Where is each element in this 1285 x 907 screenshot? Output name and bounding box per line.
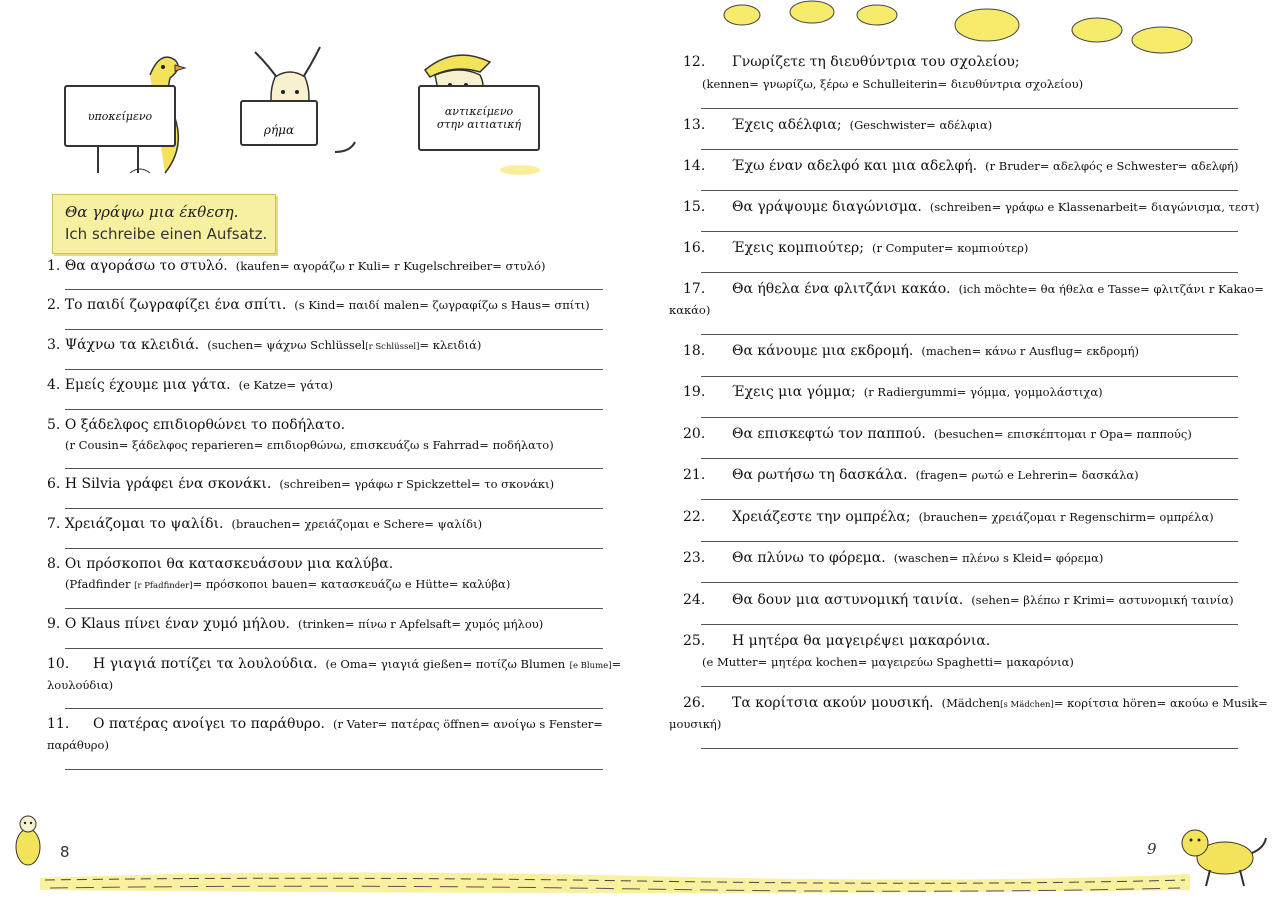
answer-line[interactable] (701, 334, 1238, 335)
item-greek: Θα δουν μια αστυνομική ταινία. (732, 592, 964, 608)
item-hint: (r Radiergummi= γόμμα, γομμολάστιχα) (863, 385, 1103, 399)
item-number: 10. (47, 656, 70, 672)
item-hint: (sehen= βλέπω r Krimi= αστυνομική ταινία) (971, 593, 1234, 607)
answer-line[interactable] (701, 686, 1238, 687)
item-number: 26. (683, 695, 706, 711)
item-hint: (fragen= ρωτώ e Lehrerin= δασκάλα) (915, 468, 1139, 482)
item-greek: Έχεις μια γόμμα; (732, 384, 856, 400)
item-hint-continued: λουλούδια) (47, 678, 114, 692)
item-hint: (r Bruder= αδελφός e Schwester= αδελφή) (985, 159, 1239, 173)
answer-line[interactable] (701, 458, 1238, 459)
item-number: 13. (683, 117, 706, 133)
clouds-icon (717, 0, 1217, 60)
answer-line[interactable] (701, 376, 1238, 377)
page-number-right: 9 (1147, 840, 1157, 858)
item-greek: Ο ξάδελφος επιδιορθώνει το ποδήλατο. (64, 417, 346, 433)
item-greek: Έχω έναν αδελφό και μια αδελφή. (732, 158, 978, 174)
answer-line[interactable] (65, 648, 603, 649)
item-hint: (r Vater= πατέρας öffnen= ανοίγω s Fenster= (333, 717, 603, 731)
item-hint-continued: μουσική) (669, 717, 722, 731)
item-number: 17. (683, 281, 706, 297)
item-number: 8. (47, 556, 61, 572)
right-page (642, 0, 1285, 907)
sign-verb: ρήμα (240, 100, 318, 146)
item-number: 20. (683, 426, 706, 442)
footer-decoration (0, 850, 1285, 900)
item-hint: (s Kind= παιδί malen= ζωγραφίζω s Haus= σπίτι) (294, 298, 590, 312)
item-number: 9. (47, 616, 61, 632)
item-number: 1. (47, 258, 61, 274)
answer-line[interactable] (701, 190, 1238, 191)
answer-line[interactable] (65, 329, 603, 330)
answer-line[interactable] (701, 272, 1238, 273)
title-greek: Θα γράψω μια έκθεση. (65, 203, 239, 221)
item-hint: (machen= κάνω r Ausflug= εκδρομή) (921, 344, 1140, 358)
item-hint: (Mädchen (941, 696, 1001, 710)
item-number: 12. (683, 54, 706, 70)
item-hint: (e Oma= γιαγιά gießen= ποτίζω Blumen (325, 657, 566, 671)
answer-line[interactable] (701, 149, 1238, 150)
item-number: 4. (47, 377, 61, 393)
item-number: 7. (47, 516, 61, 532)
answer-line[interactable] (701, 108, 1238, 109)
page-number-left: 8 (60, 843, 70, 861)
item-greek: Η μητέρα θα μαγειρέψει μακαρόνια. (732, 633, 991, 649)
item-number: 5. (47, 417, 61, 433)
sign-object-line2: στην αιτιατική (436, 118, 522, 131)
item-number: 21. (683, 467, 706, 483)
item-greek: Τα κορίτσια ακούν μουσική. (732, 695, 934, 711)
item-greek: Έχεις κομπιούτερ; (732, 240, 864, 256)
item-greek: Θα επισκεφτώ τον παππού. (732, 426, 926, 442)
item-greek: Χρειάζεστε την ομπρέλα; (732, 509, 911, 525)
item-number: 23. (683, 550, 706, 566)
item-hint: (waschen= πλένω s Kleid= φόρεμα) (893, 551, 1104, 565)
item-hint: (r Computer= κομπιούτερ) (871, 241, 1029, 255)
item-number: 25. (683, 633, 706, 649)
item-number: 18. (683, 343, 706, 359)
title-german: Ich schreibe einen Aufsatz. (65, 225, 268, 243)
item-hint-end: = (611, 657, 622, 671)
item-greek: Το παιδί ζωγραφίζει ένα σπίτι. (64, 297, 287, 313)
item-number: 24. (683, 592, 706, 608)
item-number: 11. (47, 716, 70, 732)
item-hint: (suchen= ψάχνω Schlüssel (207, 338, 366, 352)
item-greek: Οι πρόσκοποι θα κατασκευάσουν μια καλύβα. (64, 556, 394, 572)
item-hint: (besuchen= επισκέπτομαι r Opa= παππούς) (933, 427, 1192, 441)
item-hint-end: = πρόσκοποι bauen= κατασκευάζω e Hütte= καλύβα) (192, 577, 511, 591)
item-greek: Θα κάνουμε μια εκδρομή. (732, 343, 914, 359)
item-hint: (schreiben= γράφω e Klassenarbeit= διαγώνισμα, τεστ) (929, 200, 1260, 214)
answer-line[interactable] (65, 409, 603, 410)
answer-line[interactable] (701, 499, 1238, 500)
item-greek: Ο Klaus πίνει έναν χυμό μήλου. (64, 616, 290, 632)
item-hint: (schreiben= γράφω r Spickzettel= το σκονάκι) (279, 477, 555, 491)
item-greek: Γνωρίζετε τη διευθύντρια του σχολείου; (732, 54, 1020, 70)
item-hint-small: [r Schlüssel] (365, 342, 420, 352)
item-number: 3. (47, 337, 61, 353)
item-number: 6. (47, 476, 61, 492)
item-greek: Θα αγοράσω το στυλό. (64, 258, 228, 274)
answer-line[interactable] (65, 289, 603, 290)
answer-line[interactable] (701, 582, 1238, 583)
answer-line[interactable] (65, 468, 603, 469)
answer-line[interactable] (701, 231, 1238, 232)
left-page (0, 0, 640, 907)
exercise-title-box (52, 194, 276, 254)
answer-line[interactable] (701, 748, 1238, 749)
item-number: 14. (683, 158, 706, 174)
item-hint: (trinken= πίνω r Apfelsaft= χυμός μήλου) (297, 617, 544, 631)
answer-line[interactable] (701, 541, 1238, 542)
answer-line[interactable] (701, 624, 1238, 625)
item-hint: (Pfadfinder (65, 577, 135, 591)
answer-line[interactable] (65, 508, 603, 509)
sign-object-line1: αντικείμενο (444, 105, 514, 118)
item-greek: Χρειάζομαι το ψαλίδι. (64, 516, 224, 532)
item-greek: Έχεις αδέλφια; (732, 117, 842, 133)
item-hint-end: = κορίτσια hören= ακούω e Musik= (1053, 696, 1268, 710)
item-number: 22. (683, 509, 706, 525)
sign-object (418, 85, 540, 151)
item-number: 19. (683, 384, 706, 400)
item-hint: (e Katze= γάτα) (238, 378, 334, 392)
item-number: 15. (683, 199, 706, 215)
answer-line[interactable] (65, 608, 603, 609)
item-hint: (brauchen= χρειάζομαι r Regenschirm= ομπρέλα) (918, 510, 1214, 524)
item-hint: (Geschwister= αδέλφια) (849, 118, 993, 132)
item-hint: (brauchen= χρειάζομαι e Schere= ψαλίδι) (231, 517, 483, 531)
item-hint-end: = κλειδιά) (419, 338, 482, 352)
item-hint: (e Mutter= μητέρα kochen= μαγειρεύω Spaghetti= μακαρόνια) (702, 655, 1074, 669)
item-greek: Ψάχνω τα κλειδιά. (64, 337, 200, 353)
item-hint-small: [s Mädchen] (1000, 700, 1054, 710)
item-number: 2. (47, 297, 61, 313)
item-greek: Εμείς έχουμε μια γάτα. (64, 377, 231, 393)
sign-subject: υποκείμενο (64, 85, 176, 147)
item-hint-small: [e Blume] (569, 661, 612, 671)
item-greek: Η Silvia γράφει ένα σκονάκι. (64, 476, 272, 492)
clouds-illustration (717, 0, 1217, 60)
item-greek: Θα ρωτήσω τη δασκάλα. (732, 467, 908, 483)
grass-strip-icon (0, 850, 1285, 900)
item-hint-continued: παράθυρο) (47, 738, 109, 752)
item-hint: (kennen= γνωρίζω, ξέρω e Schulleiterin= διευθύντρια σχολείου) (702, 77, 1084, 91)
item-greek: Θα γράψουμε διαγώνισμα. (732, 199, 922, 215)
answer-line[interactable] (65, 548, 603, 549)
answer-line[interactable] (65, 708, 603, 709)
item-hint: (kaufen= αγοράζω r Kuli= r Kugelschreiber= στυλό) (235, 259, 546, 273)
item-hint: (r Cousin= ξάδελφος reparieren= επιδιορθώνω, επισκευάζω s Fahrrad= ποδήλατο) (65, 438, 554, 452)
answer-line[interactable] (701, 417, 1238, 418)
item-hint-small: [r Pfadfinder] (134, 581, 193, 591)
item-hint: (ich möchte= θα ήθελα e Tasse= φλιτζάνι r Kakao= (958, 282, 1264, 296)
item-hint-continued: κακάο) (669, 303, 711, 317)
answer-line[interactable] (65, 369, 603, 370)
item-greek: Ο πατέρας ανοίγει το παράθυρο. (93, 716, 326, 732)
answer-line[interactable] (65, 769, 603, 770)
item-greek: Θα πλύνω το φόρεμα. (732, 550, 886, 566)
item-number: 16. (683, 240, 706, 256)
item-greek: Η γιαγιά ποτίζει τα λουλούδια. (93, 656, 318, 672)
item-greek: Θα ήθελα ένα φλιτζάνι κακάο. (732, 281, 951, 297)
